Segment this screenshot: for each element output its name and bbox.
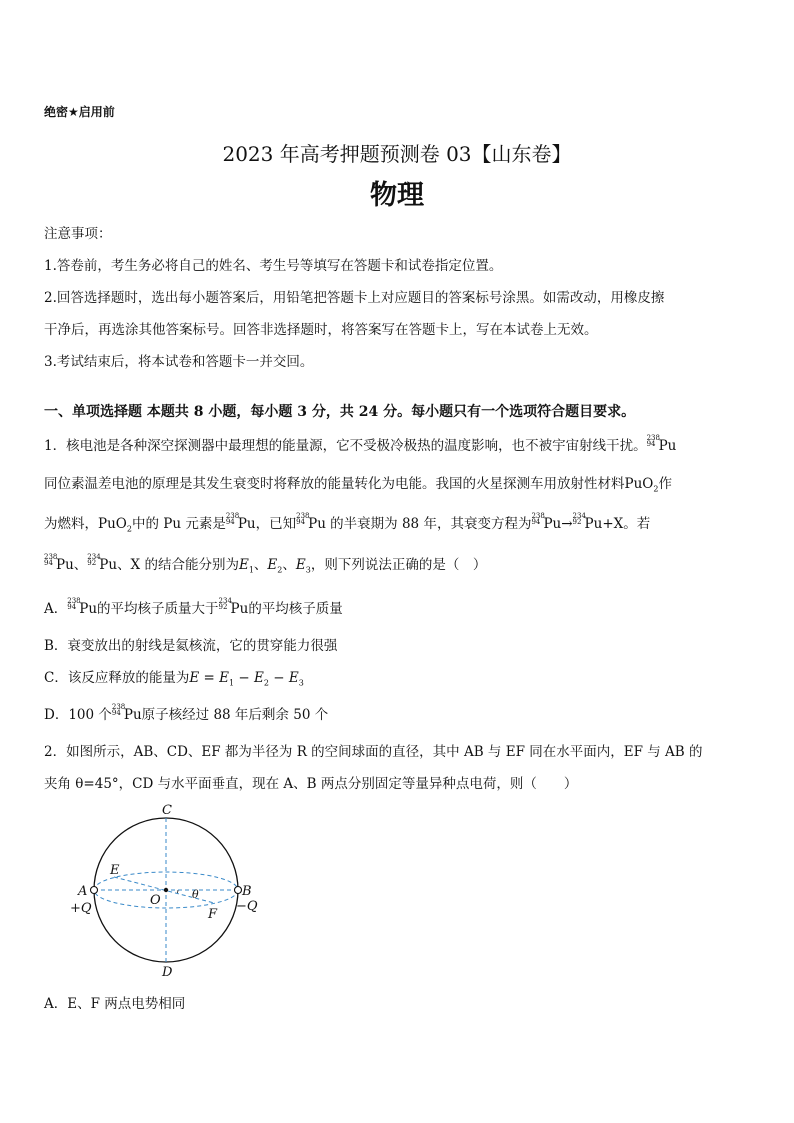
section-heading: 一、单项选择题 本题共 8 小题，每小题 3 分，共 24 分。每小题只有一个选项符合题目要求。: [44, 404, 636, 420]
nuclide-u234: 234 92: [572, 512, 586, 527]
notice-item-2-line-1: 2.回答选择题时，选出每小题答案后，用铅笔把答题卡上对应题目的答案标号涂黑。如需改动，用橡皮擦: [44, 290, 665, 306]
label-f: F: [208, 907, 218, 922]
nuclide-pu238: 238 94: [646, 434, 660, 449]
label-c: C: [162, 803, 172, 818]
label-d: D: [162, 965, 173, 980]
nuclide-pu238: 238 94: [67, 597, 81, 612]
notice-item-3: 3.考试结束后，将本试卷和答题卡一并交回。: [44, 354, 314, 370]
nuclide-pu238: 238 94: [225, 512, 240, 527]
q1-line-2: 同位素温差电池的原理是其发生衰变时将释放的能量转化为电能。我国的火星探测车用放射性材料PuO$_2$作: [44, 476, 672, 494]
notice-item-2-line-2: 干净后，再选涂其他答案标号。回答非选择题时，将答案写在答题卡上，写在本试卷上无效。: [44, 322, 598, 338]
notice-heading: 注意事项：: [44, 226, 112, 242]
nuclide-pu238: 238 94: [296, 512, 310, 527]
charge-b: [235, 887, 242, 894]
nuclide-u234: 234 92: [87, 553, 101, 568]
label-theta: θ: [192, 888, 199, 901]
q1-option-b[interactable]: B．衰变放出的射线是氦核流，它的贯穿能力很强: [44, 638, 338, 654]
q1-line-4: 238 94 Pu、 234 92 Pu、X 的结合能分别为$E_1$、$E_2$、$E_3$，则下列说法正确的是（ ）: [44, 553, 487, 575]
label-o: O: [150, 893, 161, 908]
label-a: A: [78, 884, 88, 899]
exam-subject: 物理: [370, 180, 424, 211]
q1-line-1-text: 1．核电池是各种深空探测器中最理想的能量源，它不受极冷极热的温度影响，也不被宇宙射线干扰。: [44, 438, 647, 454]
q2-line-1: 2．如图所示，AB、CD、EF 都为半径为 R 的空间球面的直径，其中 AB 与 EF 同在水平面内，EF 与 AB 的: [44, 744, 703, 760]
q1-option-d[interactable]: D．100 个 238 94 Pu原子核经过 88 年后剩余 50 个: [44, 703, 329, 723]
q2-option-a[interactable]: A．E、F 两点电势相同: [44, 996, 186, 1012]
exam-title: 2023 年高考押题预测卷 03【山东卷】: [222, 142, 572, 166]
q1-option-c[interactable]: C．该反应释放的能量为$E = E_1 - E_2 - E_3$: [44, 670, 304, 688]
formula-puo2: PuO$_2$: [624, 476, 659, 494]
notice-item-1: 1.答卷前，考生务必将自己的姓名、考生号等填写在答题卡和试卷指定位置。: [44, 258, 503, 274]
nuclide-pu238: 238 94: [111, 703, 126, 718]
nuclide-u234: 234 92: [218, 597, 232, 612]
q1-option-a[interactable]: A． 238 94 Pu的平均核子质量大于 234 92 Pu的平均核子质量: [44, 597, 343, 617]
nuclide-pu238: 238 94: [44, 553, 58, 568]
label-e: E: [110, 863, 120, 878]
confidential-label: 绝密★启用前: [44, 105, 115, 119]
center-point: [164, 888, 168, 892]
q2-line-2: 夹角 θ=45°，CD 与水平面垂直，现在 A、B 两点分别固定等量异种点电荷，则（ ）: [44, 776, 578, 792]
q1-line-1: 1．核电池是各种深空探测器中最理想的能量源，它不受极冷极热的温度影响，也不被宇宙射线干扰。 238 94 Pu: [44, 434, 677, 454]
sphere-diagram: [66, 798, 266, 980]
charge-a: [91, 887, 98, 894]
label-plus-q: +Q: [70, 901, 92, 916]
label-b: B: [242, 884, 252, 899]
angle-arc: [177, 890, 178, 893]
nuclide-pu238: 238 94: [531, 512, 545, 527]
q1-line-3: 为燃料，PuO$_2$中的 Pu 元素是 238 94 Pu，已知 238 94 Pu 的半衰期为 88 年，其衰变方程为 238 94 Pu→ 234 92 Pu+X。若: [44, 512, 651, 534]
label-minus-q: −Q: [236, 899, 258, 914]
